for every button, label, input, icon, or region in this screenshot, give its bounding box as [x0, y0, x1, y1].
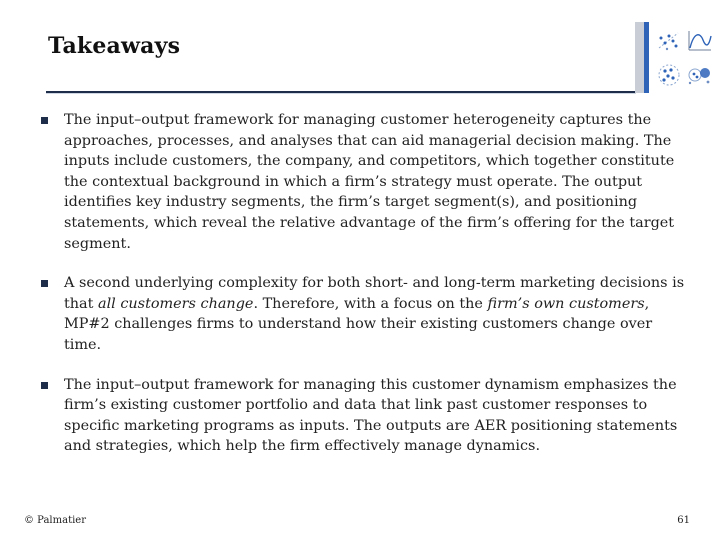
copyright-footer: © Palmatier	[24, 515, 86, 526]
bullet-marker	[41, 382, 48, 389]
bullet-list	[40, 110, 685, 476]
cluster-icon	[656, 62, 682, 88]
scatter-icon	[656, 28, 682, 54]
slide-title: Takeaways	[48, 33, 181, 59]
curve-icon	[686, 28, 714, 54]
bullet-text: The input–output framework for managing this customer dynamism emphasizes the firm’s existing customer portfolio and data that link past customer responses to specific marketing programs as inputs. The outputs are AER positioning statements and strategies, which help the firm effectively manage dynamics.	[64, 376, 678, 455]
bullet-emphasis: all customers change	[98, 295, 254, 312]
decorative-bar-grey	[635, 22, 644, 93]
bullet-item	[40, 110, 685, 254]
bullet-marker	[41, 117, 48, 124]
bullet-text: , MP#2 challenges firms to understand how their existing customers change over time.	[64, 295, 653, 353]
bullet-text: . Therefore, with a focus on the	[253, 295, 488, 312]
bullet-item	[40, 375, 685, 457]
bullet-emphasis: firm’s own customers	[487, 295, 645, 312]
segments-icon	[686, 62, 714, 88]
decorative-bar-blue	[644, 22, 649, 93]
page-number: 61	[677, 515, 690, 526]
bullet-marker	[41, 280, 48, 287]
title-underline-shadow	[46, 93, 636, 94]
logo-icons	[654, 24, 716, 92]
bullet-text: A second underlying complexity for both short- and long-term marketing decisions is that	[64, 275, 685, 312]
bullet-item	[40, 273, 685, 355]
bullet-text: The input–output framework for managing customer heterogeneity captures the approaches, processes, and analyses that can aid managerial decision making. The inputs include customers, the company, and competitors, which together constitute the contextual background in which a firm’s strategy must operate. The output identifies key industry segments, the firm’s target segment(s), and positioning statements, which reveal the relative advantage of the firm’s offering for the target segment.	[64, 112, 675, 252]
